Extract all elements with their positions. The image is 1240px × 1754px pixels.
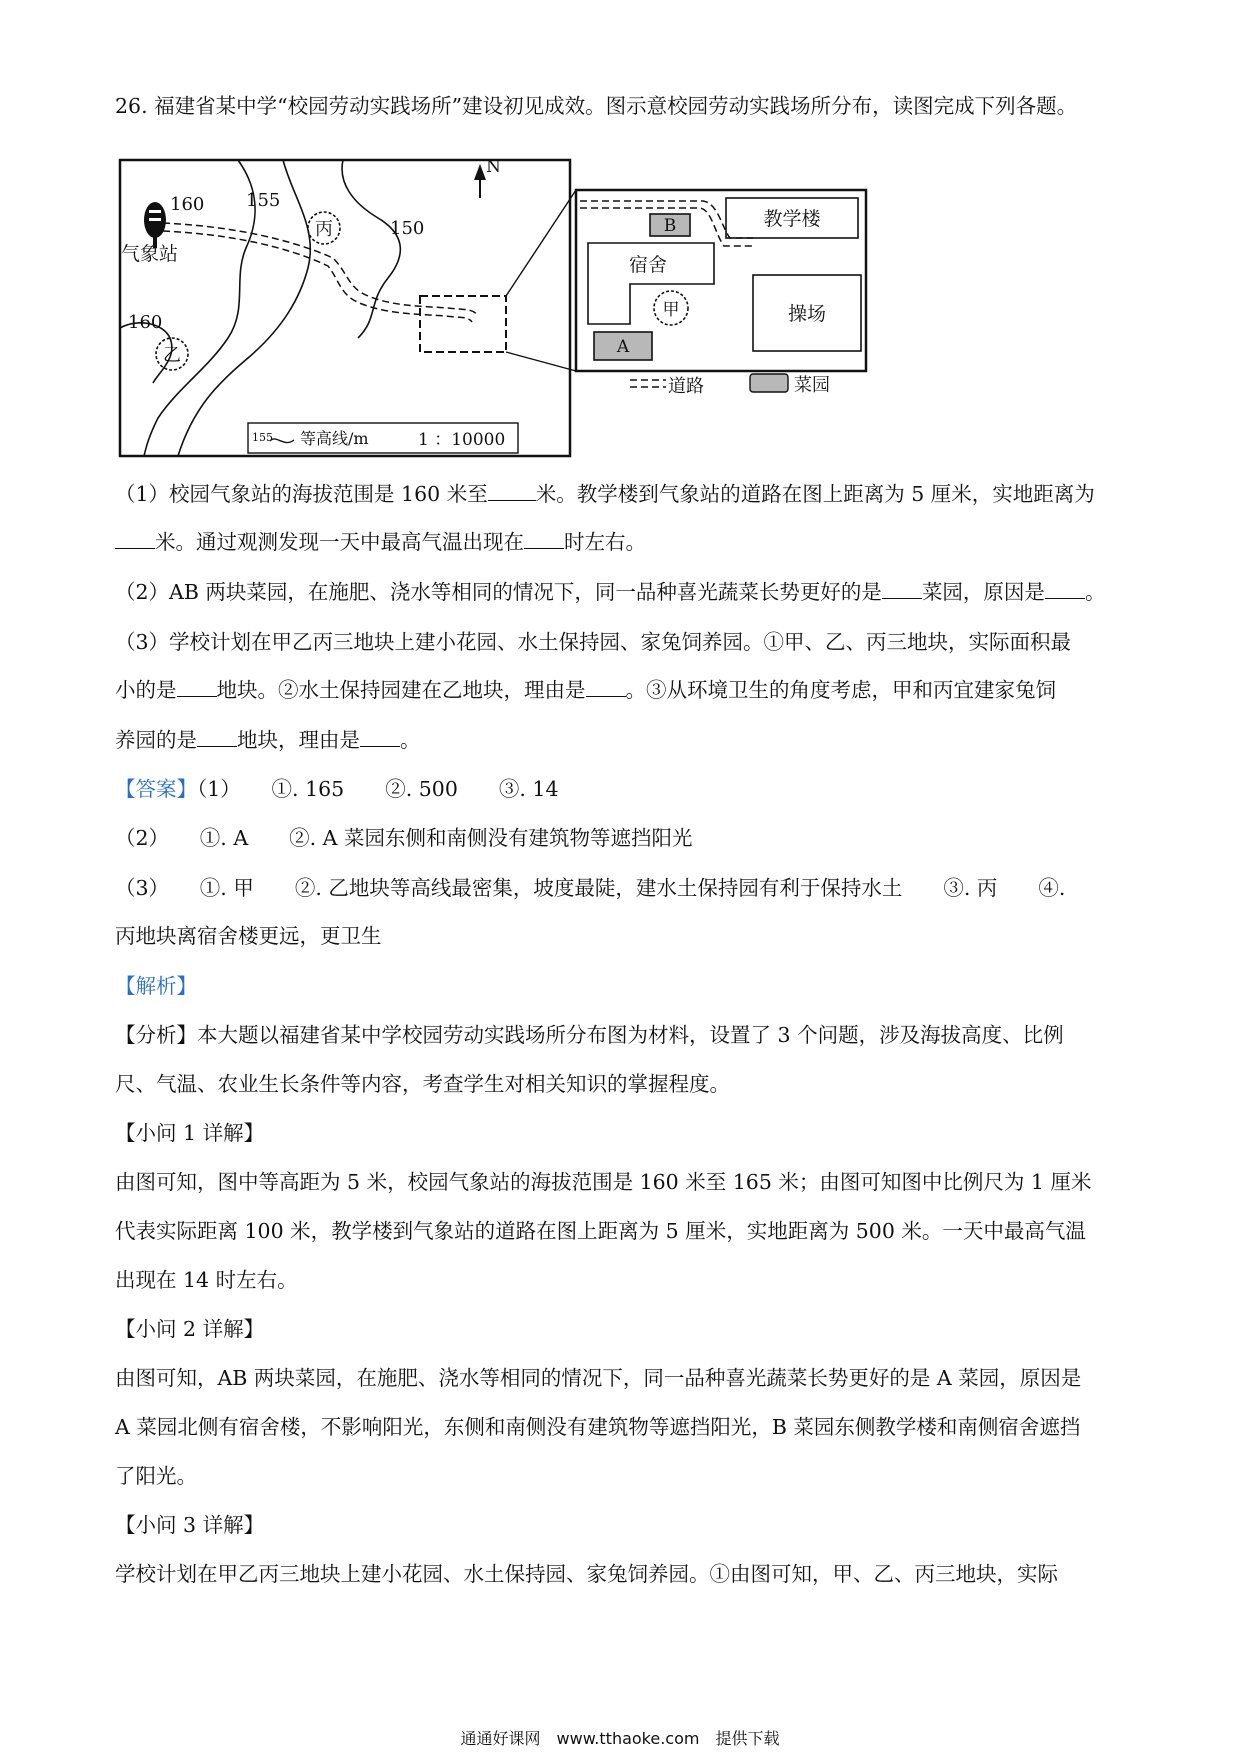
question-3: （3）学校计划在甲乙丙三地块上建小花园、水土保持园、家兔饲养园。①甲、乙、丙三地块，实际面积最 [115,630,1072,654]
teaching-building-label: 教学楼 [763,208,821,230]
sub2-text: 了阳光。 [115,1464,197,1488]
question-1: （1）校园气象站的海拔范围是 160 米至 米。教学楼到气象站的道路在图上距离为 5 厘米，实地距离为 [115,482,1095,506]
question-2: （2）AB 两块菜园，在施肥、浇水等相同的情况下，同一品种喜光蔬菜长势更好的是 菜园，原因是 。 [115,580,1106,604]
contour-legend-icon [270,439,294,443]
plot-bing-label: 丙 [315,219,333,240]
answer-line-3: （3） ①. 甲 ②. 乙地块等高线最密集，坡度最陡，建水土保持园有利于保持水土 ③. 丙 ④. [115,876,1066,900]
scale-label: 1 ：10000 [418,430,506,450]
zoom-leader-line [506,352,576,371]
sub2-text: 由图可知，AB 两块菜园，在施肥、浇水等相同的情况下，同一品种喜光蔬菜长势更好的是 A 菜园，原因是 [115,1366,1082,1390]
legend-contour-label: 等高线/m [300,429,369,448]
north-label: N [486,158,501,177]
contour-label: 155 [246,190,281,211]
sub2-title: 【小问 2 详解】 [115,1317,265,1341]
road-legend-icon [630,380,666,387]
analysis-summary: 尺、气温、农业生长条件等内容，考查学生对相关知识的掌握程度。 [115,1072,730,1096]
contour-label: 150 [390,218,425,239]
answer-blank [177,678,217,697]
garden-legend-icon [750,374,788,392]
road-line [163,231,472,322]
sub1-text: 由图可知，图中等高距为 5 米，校园气象站的海拔范围是 160 米至 165 米；由图可知图中比例尺为 1 厘米 [115,1170,1092,1194]
contour-label: 160 [170,194,205,215]
north-arrow-icon [474,164,486,198]
sub3-text: 学校计划在甲乙丙三地块上建小花园、水土保持园、家兔饲养园。①由图可知，甲、乙、丙三地块，实际 [115,1562,1058,1586]
analysis-summary: 【分析】本大题以福建省某中学校园劳动实践场所分布图为材料，设置了 3 个问题，涉及海拔高度、比例 [115,1023,1064,1047]
analysis-label: 【解析】 [115,974,197,998]
answer-blank [488,482,536,501]
answer-blank [882,580,922,599]
question-3-cont: 小的是 地块。②水土保持园建在乙地块，理由是 。③从环境卫生的角度考虑，甲和丙宜建家兔饲 [115,678,1056,702]
sub2-text: A 菜园北侧有宿舍楼，不影响阳光，东侧和南侧没有建筑物等遮挡阳光，B 菜园东侧教学楼和南侧宿舍遮挡 [115,1415,1081,1439]
campus-area-box [420,296,506,352]
contour-line [342,160,400,338]
sub1-text: 代表实际距离 100 米，教学楼到气象站的道路在图上距离为 5 厘米，实地距离为 500 米。一天中最高气温 [115,1219,1086,1243]
weather-station-label: 气象站 [121,243,179,265]
answer-label: 【答案】 [115,777,197,801]
answer-line-2: （2） ①. A ②. A 菜园东侧和南侧没有建筑物等遮挡阳光 [115,826,693,850]
campus-map-figure [118,158,968,458]
legend-road-label: 道路 [668,376,704,397]
legend-garden-label: 菜园 [794,375,830,396]
question-stem: 26. 福建省某中学“校园劳动实践场所”建设初见成效。图示意校园劳动实践场所分布，读图完成下列各题。 [115,94,1078,118]
answer-blank [197,728,237,747]
garden-b-label: B [663,216,677,236]
answer-line-1: 【答案】（1） ①. 165 ②. 500 ③. 14 [115,777,559,801]
contour-label: 160 [128,312,163,333]
answer-blank [115,530,155,549]
question-1-cont: 米。通过观测发现一天中最高气温出现在 时左右。 [115,528,1135,556]
page-footer: 通通好课网 www.tthaoke.com 提供下载 [460,1729,780,1748]
question-3-cont2: 养园的是 地块，理由是 。 [115,728,421,752]
sub3-title: 【小问 3 详解】 [115,1513,265,1537]
dormitory-label: 宿舍 [628,254,668,276]
legend-contour-value: 155 [252,431,273,444]
sub1-text: 出现在 14 时左右。 [115,1268,298,1292]
answer-blank [586,678,626,697]
playground-label: 操场 [787,303,827,325]
plot-yi-label: 乙 [163,345,181,366]
question-number: 26. [115,94,148,118]
plot-jia-label: 甲 [662,300,680,320]
answer-blank [524,530,564,549]
garden-a-label: A [616,337,630,357]
answer-blank [360,728,400,747]
weather-station-icon [144,202,166,248]
zoom-leader-line [506,190,576,296]
answer-line-3-cont: 丙地块离宿舍楼更远，更卫生 [115,924,382,948]
sub1-title: 【小问 1 详解】 [115,1121,265,1145]
answer-blank [1045,580,1085,599]
